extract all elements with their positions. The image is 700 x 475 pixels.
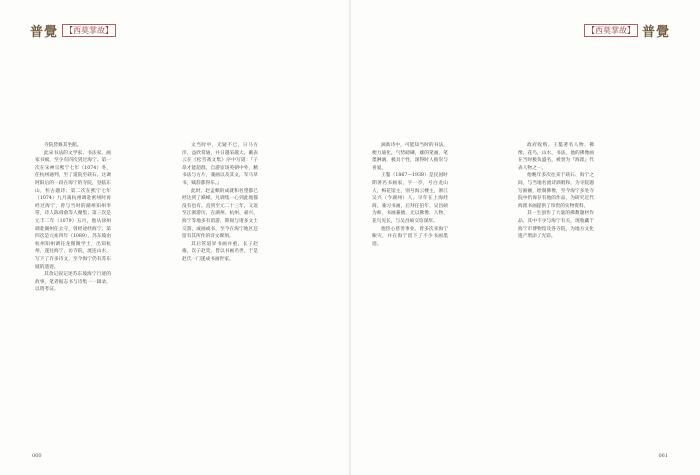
right-header bbox=[584, 20, 670, 40]
right-section-title: 【西莫掌故】 bbox=[584, 24, 638, 37]
left-section-title: 【西莫掌故】 bbox=[62, 24, 116, 37]
paragraph: 其后管道昇书画并重，长子赵雍，次子赵奕，皆以书画名世，于是赵氏一门遂成书画世家。 bbox=[182, 241, 258, 262]
paragraph: 滴新诗中，可能知当时的书法，便力迪化，气势磅礴，雄的笔画，笔墨淋漓，极具个性，深得时人推崇与喜爱。 bbox=[372, 143, 448, 171]
left-column-1 bbox=[35, 142, 111, 450]
paragraph: 此时，赵孟頫的成就和名望都已经达到了巅峰。凡调集一心到此地都没有也有。直到至元二十三年，又返至江浙游历，在湖州、杭州、嘉兴、海宁等地多有留游，期间与诸多文士交游，或画或书，至今在海宁地区还留有其所作的诗文碑刻。 bbox=[182, 188, 258, 240]
paragraph: 文当时中，无疑不已，日马方洋，益欣赏通，并日越采越大。戴表云在《松雪斋文集》序中写道：『子昂才能超群，自游宦场英朝中外，精书法与方片，兼画以及其文，军马草书，赋辞都得乐。』 bbox=[182, 143, 258, 186]
paragraph: 其余记叙记述苏东坡海宁行迹的故事，笔者据志书与诗集一一辑录，以资考证。 bbox=[35, 272, 111, 293]
paragraph: 政府收购。王鏊著名人物、佛像，花鸟，山水，书法，他的佛像画在当时极负盛名，被誉为『海派』代表人物之一。 bbox=[518, 143, 594, 171]
right-page-number: 061 bbox=[658, 453, 668, 459]
left-column-2 bbox=[182, 142, 258, 450]
right-logo: 普覺 bbox=[641, 24, 670, 40]
left-logo: 普覺 bbox=[30, 24, 59, 40]
paragraph: 他晚年多次往来于硖石、海宁之间，与当地名流诗酒唱和，为寺院题写匾额，绘制佛像，至今海宁多处寺院中仍保存有他的作品，为研究近代海派书画提供了珍贵的实物资料。 bbox=[518, 173, 594, 209]
paragraph: 王鏊（1867—1938）是民国时期著名书画家，字一亭，号白龙山人，梅花馆主，别号海云楼主，浙江吴兴（今湖州）人。早年在上海经商，兼习书画，后拜任伯年、吴昌硕为师，书画兼擅，尤以佛像、人物、花鸟见长，与吴昌硕交谊深厚。 bbox=[372, 173, 448, 224]
paragraph: 他热心慈善事业，曾多次来海宁赈灾，并在海宁留下了不少书画墨迹。 bbox=[372, 226, 448, 247]
left-page-number: 060 bbox=[32, 453, 42, 459]
paragraph: 此宋书法的文学家、书法家、画家书赋，至少有四次到过海宁。第一次在宋神宗熙宁七年（1074）冬，任杭州通判，至了道院至硖石。这调阿阳后的一段在海宁的寺院，登临东山，怀古题诗；第二次在熙宁七年（1074）九月离杭州调赴密州时再经过海宁，曾与当时的湖州知州李常，诗人陈舜俞等人聚集；第三次是元丰二年（1079）五月，他从徐州调赴湖州任太守，曾经途经海宁；第四次是元祐四年（1089），苏东坡由杭州知州调任龙图阁学士，出知杭州，遂往海宁，访寺院，流连山水，写下了许多诗文，至今海宁仍有苏东坡的遗迹。 bbox=[35, 150, 111, 270]
right-column-2 bbox=[518, 142, 594, 450]
right-column-1 bbox=[372, 142, 448, 450]
paragraph: 其一生创作了大量的佛教题材作品，其中不少与海宁有关，现收藏于海宁市博物馆及各寺院，为地方文化遗产增添了光彩。 bbox=[518, 211, 594, 240]
right-page bbox=[350, 0, 700, 475]
left-header bbox=[30, 20, 116, 40]
paragraph: 寺院皆修其坐館。 bbox=[44, 143, 82, 148]
